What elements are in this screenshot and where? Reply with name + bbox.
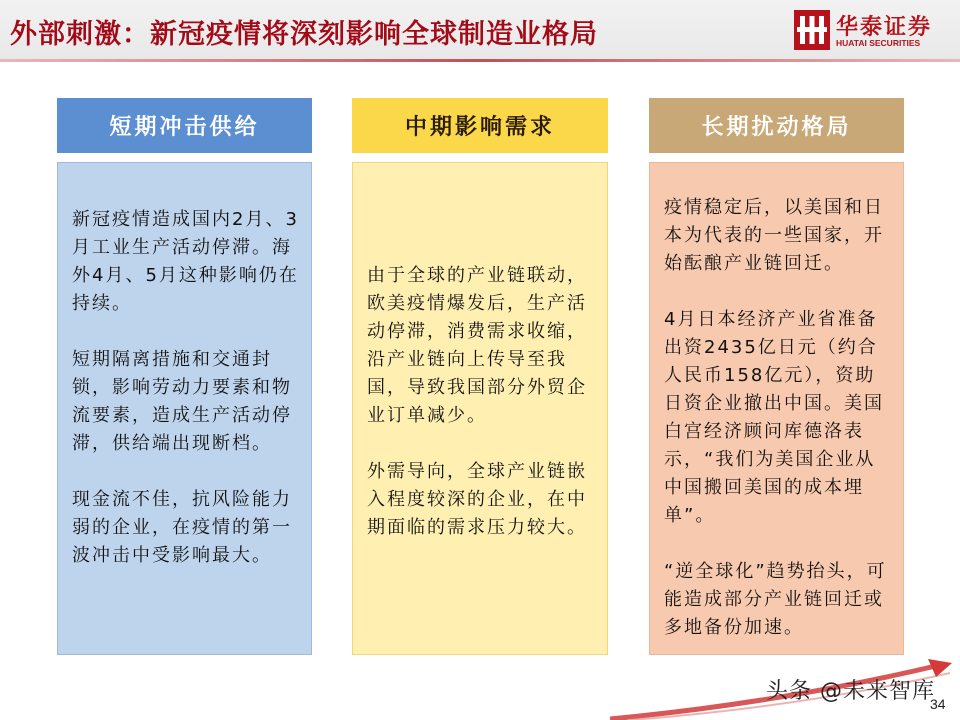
column-heading-mid-term: 中期影响需求 [352,98,608,153]
column-paragraph: 现金流不佳，抗风险能力弱的企业，在疫情的第一波冲击中受影响最大。 [72,489,292,566]
column-body-long-term [649,162,904,655]
column-paragraph: 4月日本经济产业省准备出资2435亿日元（约合人民币158亿元），资助日资企业撤出中国。美国白宫经济顾问库德洛表示，“我们为美国企业从中国搬回美国的成本埋单”。 [664,309,884,526]
column-paragraph: “逆全球化”趋势抬头，可能造成部分产业链回迁或多地备份加速。 [664,561,887,638]
page-number: 34 [930,696,946,712]
column-body-short-term [57,162,312,655]
column-paragraph: 短期隔离措施和交通封锁，影响劳动力要素和物流要素，造成生产活动停滞，供给端出现断档。 [72,349,292,454]
huatai-logo-icon [794,10,830,50]
column-paragraph: 外需导向，全球产业链嵌入程度较深的企业，在中期面临的需求压力较大。 [367,461,587,538]
column-paragraph: 新冠疫情造成国内2月、3月工业生产活动停滞。海外4月、5月这种影响仍在持续。 [72,209,299,314]
column-paragraph: 疫情稳定后，以美国和日本为代表的一些国家，开始酝酿产业链回迁。 [664,197,884,274]
source-watermark: 头条 @未来智库 [766,679,935,704]
header-divider [0,59,960,62]
column-heading-short-term: 短期冲击供给 [57,98,312,153]
column-body-mid-term [352,162,608,655]
slide-title: 外部刺激：新冠疫情将深刻影响全球制造业格局 [10,19,598,50]
column-paragraph: 由于全球的产业链联动，欧美疫情爆发后，生产活动停滞，消费需求收缩，沿产业链向上传导至我国，导致我国部分外贸企业订单减少。 [367,265,587,426]
huatai-logo [794,10,944,52]
slide-header [0,0,960,60]
logo-text-cn: 华泰证券 [836,15,933,40]
column-heading-long-term: 长期扰动格局 [649,98,904,153]
logo-text-en: HUATAI SECURITIES [836,38,921,48]
